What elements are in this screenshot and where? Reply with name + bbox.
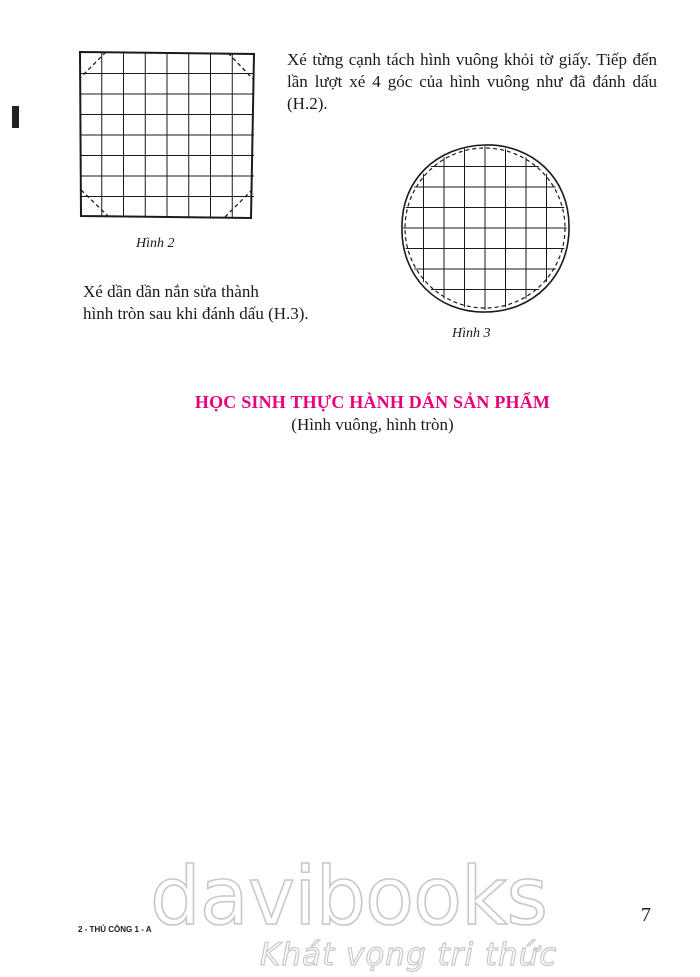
figure-3-svg bbox=[397, 140, 577, 320]
watermark-brand: davibooks bbox=[150, 850, 548, 931]
figure-2-grid-square bbox=[78, 50, 258, 222]
paragraph-figure-3-line-2: hình tròn sau khi đánh dấu (H.3). bbox=[83, 304, 309, 323]
paragraph-figure-3 bbox=[83, 281, 383, 325]
figure-3-grid-circle bbox=[397, 140, 577, 320]
watermark-slogan-svg bbox=[260, 931, 560, 975]
paragraph-figure-2: Xé từng cạnh tách hình vuông khỏi tờ giấy. Tiếp đến lần lượt xé 4 góc của hình vuông như đã đánh dấu (H.2). bbox=[287, 50, 657, 113]
page-number: 7 bbox=[641, 904, 651, 926]
margin-mark bbox=[12, 106, 19, 128]
caption-figure-3: Hình 3 bbox=[452, 326, 491, 341]
watermark-logo bbox=[150, 846, 550, 931]
section-heading: HỌC SINH THỰC HÀNH DÁN SẢN PHẨM bbox=[194, 392, 551, 412]
figure-2-svg bbox=[78, 50, 258, 222]
section-subheading: (Hình vuông, hình tròn) bbox=[291, 415, 454, 434]
watermark-brand-svg bbox=[150, 846, 550, 931]
caption-figure-2: Hình 2 bbox=[136, 236, 175, 251]
footer-book-code: 2 - THỦ CÔNG 1 - A bbox=[78, 925, 152, 934]
watermark-slogan: Khát vọng tri thức bbox=[260, 937, 558, 973]
paragraph-figure-3-line-1: Xé dần dần nắn sửa thành bbox=[83, 282, 259, 301]
watermark-slogan-wrap bbox=[260, 931, 560, 975]
